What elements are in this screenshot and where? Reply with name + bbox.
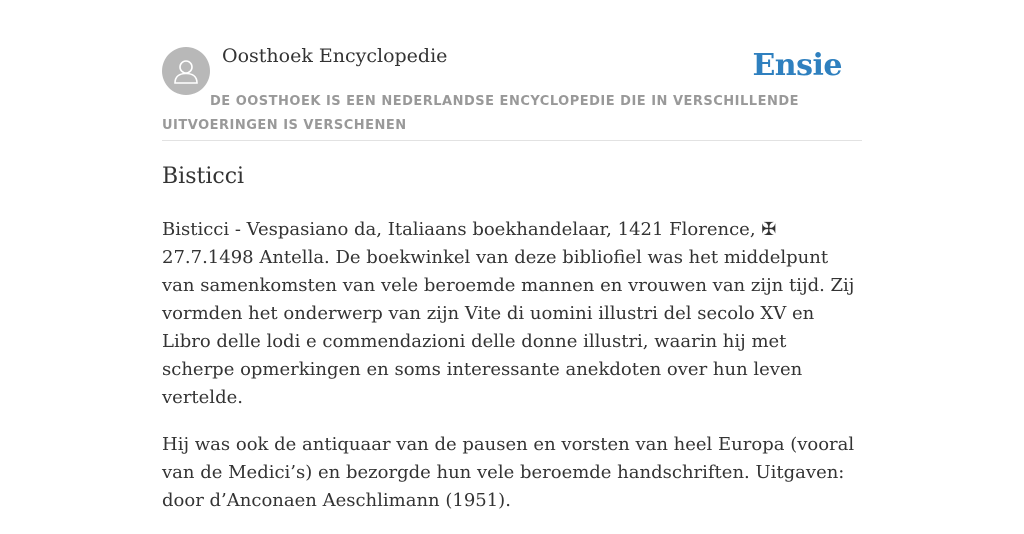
entry-card bbox=[162, 0, 862, 511]
source-description: DE OOSTHOEK IS EEN NEDERLANDSE ENCYCLOPEDIE DIE IN VERSCHILLENDE UITVOERINGEN IS VERSCHENEN bbox=[162, 94, 800, 133]
entry-title: Bisticci bbox=[162, 164, 245, 189]
entry-paragraph: Bisticci - Vespasiano da, Italiaans boekhandelaar, 1421 Florence, ✠ 27.7.1498 Antella. De boekwinkel van deze bibliofiel was het middelpunt van samenkomsten van vele beroemde mannen en vrouwen van zijn tijd. Zij vormden het onderwerp van zijn Vite di uomini illustri del secolo XV en Libro delle lodi e commendazioni delle donne illustri, waarin hij met scherpe opmerkingen en soms interessante anekdoten over hun leven vertelde. bbox=[162, 219, 855, 408]
entry-body bbox=[162, 216, 862, 534]
entry-paragraph: Hij was ook de antiquaar van de pausen en vorsten van heel Europa (vooral van de Medici’s) en bezorgde hun vele beroemde handschriften. Uitgaven: door d’Anconaen Aeschlimann (1951). bbox=[162, 434, 855, 511]
user-icon bbox=[172, 57, 200, 85]
source-avatar[interactable] bbox=[162, 47, 210, 95]
source-header bbox=[162, 0, 862, 141]
source-title[interactable]: Oosthoek Encyclopedie bbox=[222, 45, 448, 67]
ensie-logo[interactable]: Ensie bbox=[752, 48, 842, 83]
